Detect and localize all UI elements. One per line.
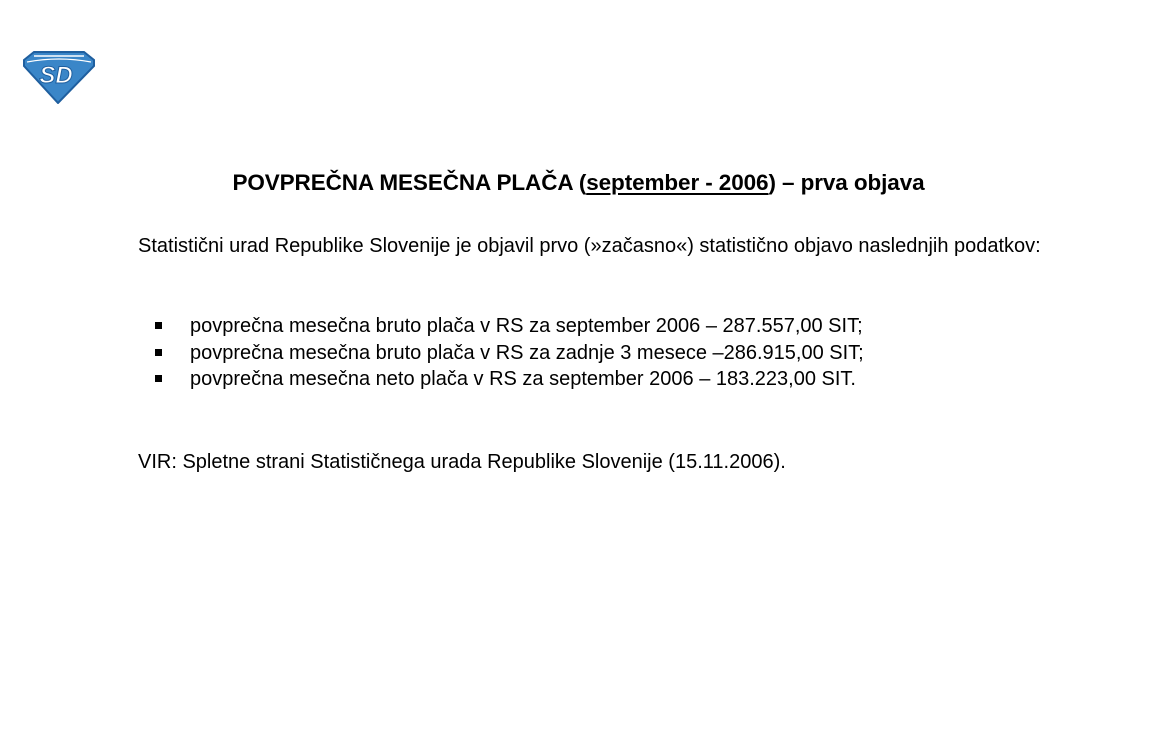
page-title [0, 170, 1157, 196]
intro-paragraph: Statistični urad Republike Slovenije je objavil prvo (»začasno«) statistično objavo naslednjih podatkov: [138, 235, 1041, 257]
list-item [138, 366, 864, 393]
list-item [138, 313, 864, 340]
salary-bullet-list [138, 313, 864, 393]
title-suffix: ) – prva objava [768, 170, 925, 195]
bullet-square-icon [155, 375, 162, 382]
list-item-text: povprečna mesečna neto plača v RS za september 2006 – 183.223,00 SIT. [190, 368, 856, 390]
title-period: september - 2006 [586, 170, 769, 195]
logo-shield-icon [22, 50, 96, 104]
title-prefix: POVPREČNA MESEČNA PLAČA ( [232, 170, 587, 195]
svg-text:SD: SD [39, 62, 73, 89]
list-item-text: povprečna mesečna bruto plača v RS za september 2006 – 287.557,00 SIT; [190, 315, 863, 337]
source-note: VIR: Spletne strani Statističnega urada Republike Slovenije (15.11.2006). [138, 451, 786, 473]
bullet-square-icon [155, 322, 162, 329]
list-item [138, 340, 864, 367]
bullet-square-icon [155, 349, 162, 356]
list-item-text: povprečna mesečna bruto plača v RS za zadnje 3 mesece –286.915,00 SIT; [190, 341, 864, 364]
